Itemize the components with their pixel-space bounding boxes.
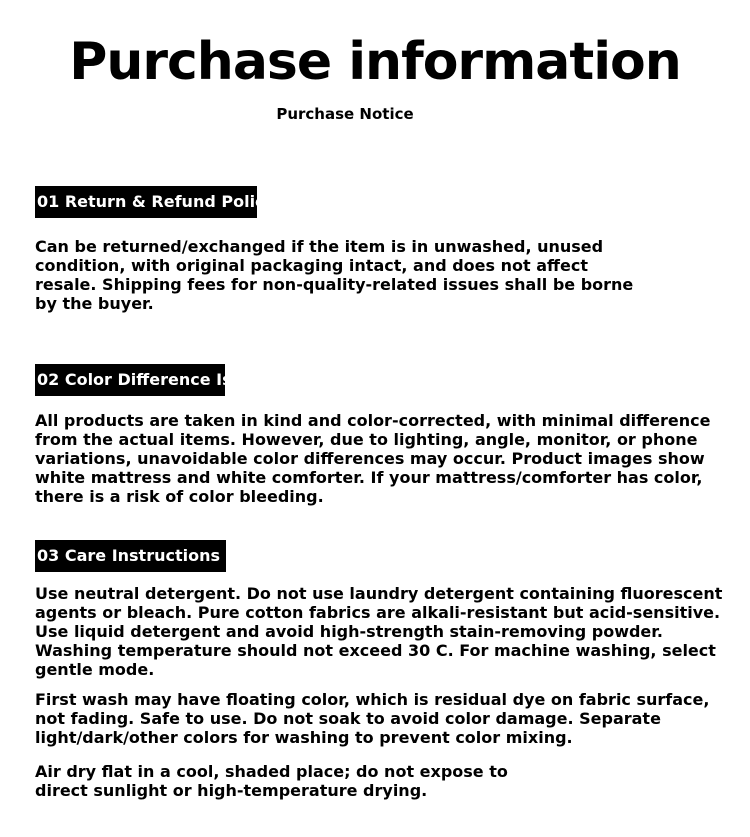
care-instructions-text-1: Use neutral detergent. Do not use laundry detergent containing fluorescent agents or bleach. Pure cotton fabrics are alkali-resistant but acid-sensitive. Use liquid detergent and avoid high-strength stain-removing powder. Washing temperature should not exceed 30 C. For machine washing, select gentle mode.	[35, 584, 723, 679]
page-title: Purchase information	[69, 32, 681, 92]
section-heading-color-difference: 02 Color Difference Issue	[35, 364, 225, 396]
care-instructions-text-3: Air dry flat in a cool, shaded place; do not expose to direct sunlight or high-temperature drying.	[35, 762, 508, 800]
page-subtitle: Purchase Notice	[276, 105, 414, 123]
care-instructions-text-2: First wash may have floating color, which is residual dye on fabric surface, not fading. Safe to use. Do not soak to avoid color damage. Separate light/dark/other colors for washing to prevent color mixing.	[35, 690, 710, 747]
section-heading-care-instructions: 03 Care Instructions	[35, 540, 226, 572]
color-difference-text: All products are taken in kind and color-corrected, with minimal difference from the actual items. However, due to lighting, angle, monitor, or phone variations, unavoidable color differences may occur. Product images show white mattress and white comforter. If your mattress/comforter has color, there is a risk of color bleeding.	[35, 411, 711, 506]
section-heading-return-refund: 01 Return & Refund Policy	[35, 186, 257, 218]
return-refund-text: Can be returned/exchanged if the item is in unwashed, unused condition, with original packaging intact, and does not affect resale. Shipping fees for non-quality-related issues shall be borne by the buyer.	[35, 237, 634, 313]
